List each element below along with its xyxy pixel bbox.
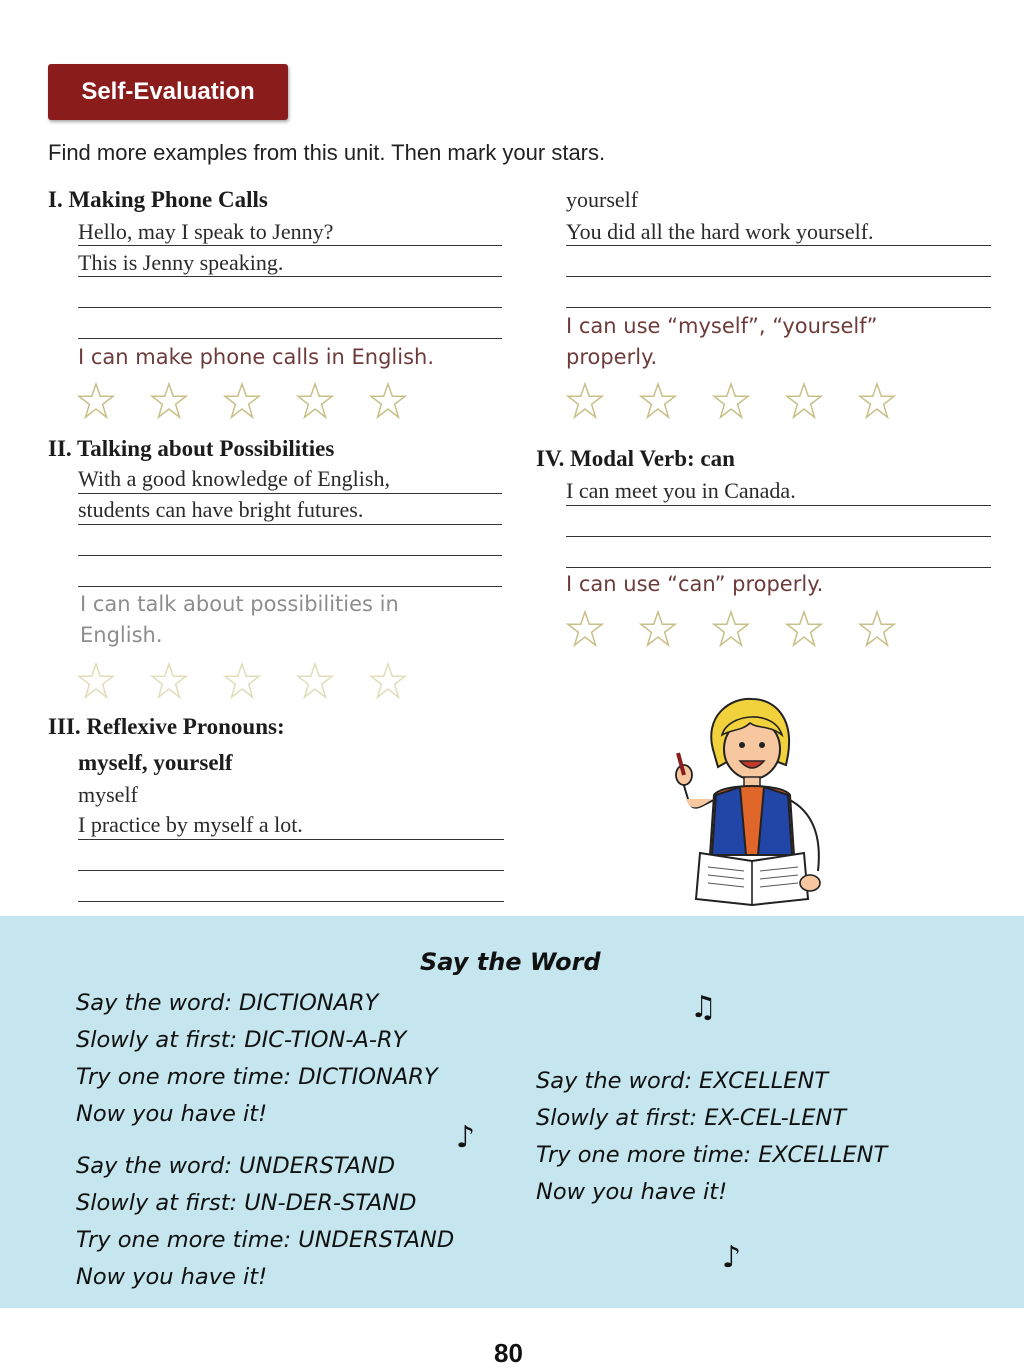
girl-with-book-illustration <box>662 695 842 907</box>
star-outline-icon[interactable] <box>785 382 823 420</box>
song-line: Slowly at first: UN-DER-STAND <box>76 1190 417 1216</box>
section1-example-1: Hello, may I speak to Jenny? <box>78 219 334 244</box>
song-line: Say the word: EXCELLENT <box>536 1068 829 1094</box>
answer-line <box>566 245 991 246</box>
star-outline-icon[interactable] <box>712 382 750 420</box>
star-outline-icon[interactable] <box>369 382 407 420</box>
music-note-icon: ♪ <box>722 1240 742 1275</box>
answer-line[interactable] <box>78 586 502 587</box>
song-line: Say the word: DICTIONARY <box>76 990 379 1016</box>
section1-example-2: This is Jenny speaking. <box>78 250 284 275</box>
star-outline-icon[interactable] <box>223 662 261 700</box>
song-line: Slowly at first: EX-CEL-LENT <box>536 1105 847 1131</box>
answer-line <box>78 524 502 525</box>
answer-line[interactable] <box>566 307 991 308</box>
answer-line <box>78 493 502 494</box>
star-outline-icon[interactable] <box>223 382 261 420</box>
star-rating-3[interactable] <box>566 382 931 420</box>
section2-can-do-line-2: English. <box>80 623 163 647</box>
section2-example-2: students can have bright futures. <box>78 497 364 522</box>
section-badge <box>48 64 288 120</box>
song-left-verse-2 <box>76 1153 454 1301</box>
star-outline-icon[interactable] <box>858 382 896 420</box>
star-outline-icon[interactable] <box>639 610 677 648</box>
section3-can-do-line-2: properly. <box>566 345 658 369</box>
song-title: Say the Word <box>420 948 601 976</box>
section1-heading: I. Making Phone Calls <box>48 187 268 212</box>
page-number: 80 <box>494 1338 523 1368</box>
answer-line[interactable] <box>78 338 502 339</box>
section3-can-do <box>566 311 878 373</box>
section3-word-1: myself <box>78 782 138 807</box>
song-right-verse <box>536 1068 887 1216</box>
section3-word-2: yourself <box>566 187 639 212</box>
section4-can-do: I can use “can” properly. <box>566 572 824 596</box>
answer-line <box>566 505 991 506</box>
section2-can-do <box>80 589 399 651</box>
star-outline-icon[interactable] <box>712 610 750 648</box>
star-rating-2[interactable] <box>77 662 442 700</box>
answer-line[interactable] <box>566 567 991 568</box>
instructions: Find more examples from this unit. Then mark your stars. <box>48 140 606 165</box>
song-left-verse-1 <box>76 990 438 1138</box>
star-rating-1[interactable] <box>77 382 442 420</box>
star-outline-icon[interactable] <box>296 662 334 700</box>
section3-example-1: I practice by myself a lot. <box>78 812 303 837</box>
section2-heading: II. Talking about Possibilities <box>48 436 335 461</box>
star-outline-icon[interactable] <box>858 610 896 648</box>
song-line: Now you have it! <box>536 1179 728 1205</box>
star-outline-icon[interactable] <box>639 382 677 420</box>
star-outline-icon[interactable] <box>296 382 334 420</box>
answer-line[interactable] <box>566 276 991 277</box>
star-outline-icon[interactable] <box>150 382 188 420</box>
section4-heading: IV. Modal Verb: can <box>536 446 735 471</box>
answer-line <box>78 245 502 246</box>
answer-line[interactable] <box>78 870 504 871</box>
section4-example-1: I can meet you in Canada. <box>566 478 796 503</box>
section3-heading: III. Reflexive Pronouns: <box>48 714 285 739</box>
star-outline-icon[interactable] <box>566 382 604 420</box>
music-note-icon: ♪ <box>456 1120 476 1155</box>
badge-label: Self-Evaluation <box>81 78 255 105</box>
star-outline-icon[interactable] <box>785 610 823 648</box>
answer-line <box>78 839 504 840</box>
answer-line[interactable] <box>78 555 502 556</box>
section3-example-2: You did all the hard work yourself. <box>566 219 874 244</box>
song-line: Now you have it! <box>76 1264 268 1290</box>
answer-line <box>78 276 502 277</box>
star-rating-4[interactable] <box>566 610 931 648</box>
star-outline-icon[interactable] <box>77 662 115 700</box>
star-outline-icon[interactable] <box>566 610 604 648</box>
star-outline-icon[interactable] <box>77 382 115 420</box>
answer-line[interactable] <box>78 307 502 308</box>
song-line: Now you have it! <box>76 1101 268 1127</box>
music-note-icon: ♫ <box>690 990 717 1025</box>
star-outline-icon[interactable] <box>369 662 407 700</box>
song-line: Try one more time: UNDERSTAND <box>76 1227 455 1253</box>
song-line: Say the word: UNDERSTAND <box>76 1153 396 1179</box>
section3-subheading: myself, yourself <box>78 750 233 775</box>
song-line: Try one more time: DICTIONARY <box>76 1064 438 1090</box>
section2-example-1: With a good knowledge of English, <box>78 466 390 491</box>
answer-line[interactable] <box>566 536 991 537</box>
star-outline-icon[interactable] <box>150 662 188 700</box>
answer-line[interactable] <box>78 901 504 902</box>
section3-can-do-line-1: I can use “myself”, “yourself” <box>566 314 878 338</box>
section1-can-do: I can make phone calls in English. <box>78 345 435 369</box>
song-line: Try one more time: EXCELLENT <box>536 1142 888 1168</box>
section2-can-do-line-1: I can talk about possibilities in <box>80 592 399 616</box>
song-line: Slowly at first: DIC-TION-A-RY <box>76 1027 407 1053</box>
